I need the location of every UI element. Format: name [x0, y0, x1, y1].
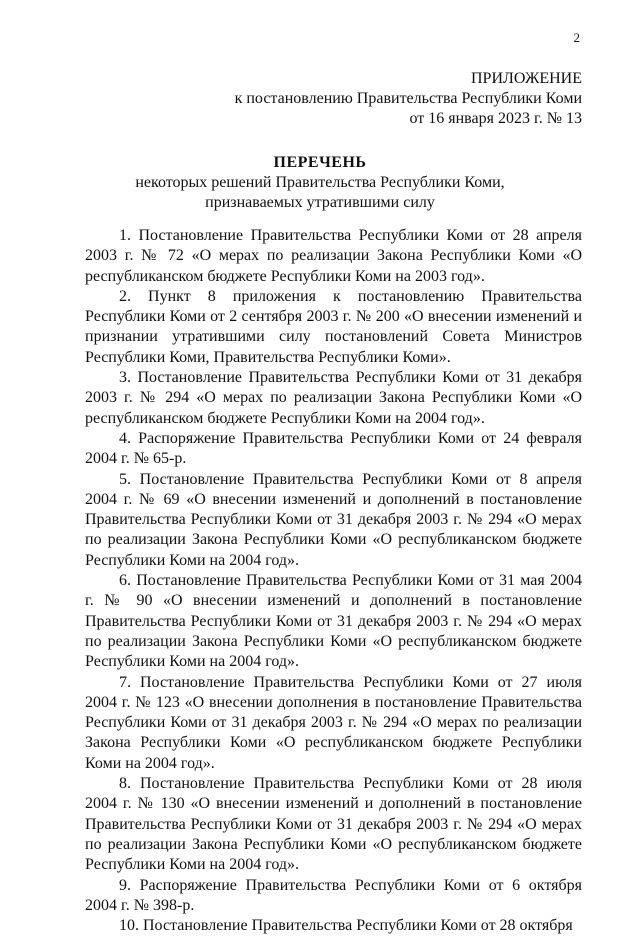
document-subtitle-line-1: некоторых решений Правительства Республики Коми, — [135, 174, 505, 191]
appendix-header — [235, 69, 582, 129]
list-item-3: 3. Постановление Правительства Республики Коми от 31 декабря 2003 г. № 294 «О мерах по реализации Закона Республики Коми «О республиканском бюджете Республики Коми на 2004 год». — [85, 369, 582, 427]
list-item-2: 2. Пункт 8 приложения к постановлению Правительства Республики Коми от 2 сентября 2003 г. № 200 «О внесении изменений и признании утратившими силу постановлений Совета Министров Республики Коми, Правительства Республики Коми». — [85, 287, 582, 366]
list-item-6: 6. Постановление Правительства Республики Коми от 31 мая 2004 г. № 90 «О внесении изменений и дополнений в постановление Правительства Республики Коми от 31 декабря 2003 г. № 294 «О мерах по реализации Закона Республики Коми «О республиканском бюджете Республики Коми на 2004 год». — [85, 572, 582, 671]
document-heading — [0, 153, 640, 213]
list-item-8: 8. Постановление Правительства Республики Коми от 28 июля 2004 г. № 130 «О внесении изменений и дополнений в постановление Правительства Республики Коми от 31 декабря 2003 г. № 294 «О мерах по реализации Закона Республики Коми «О республиканском бюджете Республики Коми на 2004 год». — [85, 775, 582, 874]
list-item-7: 7. Постановление Правительства Республики Коми от 27 июля 2004 г. № 123 «О внесении дополнения в постановление Правительства Республики Коми от 31 декабря 2003 г. № 294 «О мерах по реализации Закона Республики Коми «О республиканском бюджете Республики Коми на 2004 год». — [85, 673, 582, 772]
document-title: ПЕРЕЧЕНЬ — [273, 154, 367, 171]
list-item-10: 10. Постановление Правительства Республики Коми от 28 октября — [119, 917, 573, 935]
page-number: 2 — [573, 30, 580, 45]
list-item-5: 5. Постановление Правительства Республики Коми от 8 апреля 2004 г. № 69 «О внесении изменений и дополнений в постановление Правительства Республики Коми от 31 декабря 2003 г. № 294 «О мерах по реализации Закона Республики Коми «О республиканском бюджете Республики Коми на 2004 год». — [85, 470, 582, 569]
appendix-date: от 16 января 2023 г. № 13 — [409, 110, 582, 127]
items-list — [85, 226, 582, 936]
list-item-4: 4. Распоряжение Правительства Республики Коми от 24 февраля 2004 г. № 65-р. — [85, 429, 582, 468]
appendix-reference: к постановлению Правительства Республики Коми — [234, 90, 582, 107]
appendix-title: ПРИЛОЖЕНИЕ — [470, 70, 582, 87]
document-subtitle-line-2: признаваемых утратившими силу — [205, 194, 435, 211]
list-item-9: 9. Распоряжение Правительства Республики Коми от 6 октября 2004 г. № 398-р. — [85, 876, 582, 914]
list-item-1: 1. Постановление Правительства Республики Коми от 28 апреля 2003 г. № 72 «О мерах по реализации Закона Республики Коми «О республиканском бюджете Республики Коми на 2003 год». — [85, 227, 582, 285]
